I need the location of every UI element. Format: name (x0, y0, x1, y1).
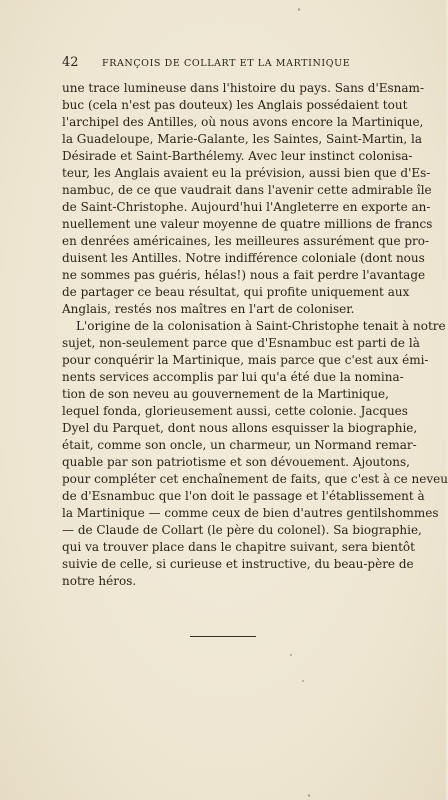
text-line: ne sommes pas guéris, hélas!) nous a fait perdre l'avantage (62, 268, 426, 282)
text-line: suivie de celle, si curieuse et instructive, du beau-père de (62, 557, 414, 571)
text-line: nuellement une valeur moyenne de quatre millions de francs (62, 217, 433, 231)
page-number: 42 (62, 55, 79, 70)
text-line: pour conquérir la Martinique, mais parce que c'est aux émi- (62, 353, 429, 367)
text-line: teur, les Anglais avaient eu la prévision, aussi bien que d'Es- (62, 166, 431, 180)
text-line: L'origine de la colonisation à Saint-Christophe tenait à notre (76, 319, 446, 333)
paper-speck (308, 794, 310, 797)
section-end-rule (190, 636, 256, 637)
text-line: notre héros. (62, 574, 137, 588)
text-line: la Martinique — comme ceux de bien d'autres gentilshommes (62, 506, 439, 520)
text-line: quable par son patriotisme et son dévouement. Ajoutons, (62, 455, 410, 469)
text-line: Anglais, restés nos maîtres en l'art de coloniser. (62, 302, 355, 316)
text-line: pour compléter cet enchaînement de faits, que c'est à ce neveu (62, 472, 448, 486)
paper-speck (290, 654, 292, 656)
text-line: buc (cela n'est pas douteux) les Anglais possédaient tout (62, 98, 408, 112)
text-line: lequel fonda, glorieusement aussi, cette colonie. Jacques (62, 404, 408, 418)
text-line: une trace lumineuse dans l'histoire du pays. Sans d'Esnam- (62, 81, 424, 95)
text-line: duisent les Antilles. Notre indifférence coloniale (dont nous (62, 251, 425, 265)
running-title: FRANÇOIS DE COLLART ET LA MARTINIQUE (102, 58, 351, 69)
text-line: de d'Esnambuc que l'on doit le passage et l'établissement à (62, 489, 425, 503)
text-line: la Guadeloupe, Marie-Galante, les Saintes, Saint-Martin, la (62, 132, 423, 146)
text-line: l'archipel des Antilles, où nous avons encore la Martinique, (62, 115, 424, 129)
text-line: de partager ce beau résultat, qui profite uniquement aux (62, 285, 410, 299)
text-line: qui va trouver place dans le chapitre suivant, sera bientôt (62, 540, 415, 554)
text-line: de Saint-Christophe. Aujourd'hui l'Angleterre en exporte an- (62, 200, 431, 214)
text-line: sujet, non-seulement parce que d'Esnambuc est parti de là (62, 336, 420, 350)
text-line: nents services accomplis par lui qu'a été due la nomina- (62, 370, 404, 384)
text-line: Dyel du Parquet, dont nous allons esquisser la biographie, (62, 421, 418, 435)
paper-speck (302, 680, 304, 682)
text-line: en denrées américaines, les meilleures assurément que pro- (62, 234, 430, 248)
text-line: tion de son neveu au gouvernement de la Martinique, (62, 387, 389, 401)
paragraph (62, 80, 433, 318)
paragraph (62, 318, 448, 590)
text-line: — de Claude de Collart (le père du colonel). Sa biographie, (62, 523, 422, 537)
text-line: était, comme son oncle, un charmeur, un Normand remar- (62, 438, 417, 452)
text-line: Désirade et Saint-Barthélemy. Avec leur instinct colonisa- (62, 149, 413, 163)
running-header (62, 56, 384, 70)
paper-speck (298, 8, 300, 11)
text-line: nambuc, de ce que vaudrait dans l'avenir cette admirable île (62, 183, 432, 197)
body-text (62, 80, 448, 590)
